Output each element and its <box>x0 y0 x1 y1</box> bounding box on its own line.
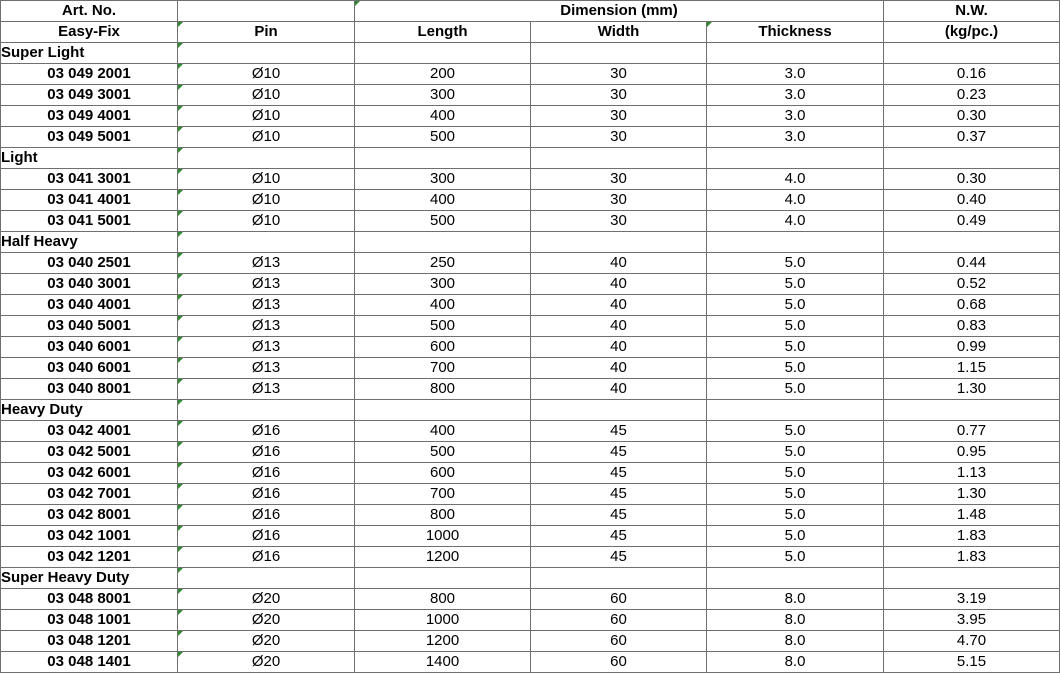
net-weight-cell: 0.30 <box>884 169 1060 190</box>
empty-cell <box>355 568 531 589</box>
width-cell: 40 <box>531 337 707 358</box>
width-cell: 45 <box>531 505 707 526</box>
length-cell: 1000 <box>355 610 531 631</box>
pin-cell: Ø16 <box>178 484 355 505</box>
empty-cell <box>884 400 1060 421</box>
width-cell: 30 <box>531 85 707 106</box>
table-row <box>1 463 1060 484</box>
net-weight-cell: 5.15 <box>884 652 1060 673</box>
category-row <box>1 400 1060 421</box>
width-cell: 30 <box>531 127 707 148</box>
category-label: Heavy Duty <box>1 400 178 421</box>
thickness-cell: 5.0 <box>707 253 884 274</box>
net-weight-cell: 0.99 <box>884 337 1060 358</box>
thickness-cell: 5.0 <box>707 463 884 484</box>
net-weight-cell: 3.19 <box>884 589 1060 610</box>
art-no-cell: 03 048 1401 <box>1 652 178 673</box>
category-row <box>1 148 1060 169</box>
width-cell: 40 <box>531 274 707 295</box>
art-no-cell: 03 040 3001 <box>1 274 178 295</box>
thickness-cell: 8.0 <box>707 652 884 673</box>
net-weight-cell: 0.40 <box>884 190 1060 211</box>
pin-cell: Ø10 <box>178 169 355 190</box>
table-row <box>1 421 1060 442</box>
header-nw: N.W. <box>884 1 1060 22</box>
pin-cell: Ø10 <box>178 85 355 106</box>
art-no-cell: 03 048 8001 <box>1 589 178 610</box>
net-weight-cell: 1.15 <box>884 358 1060 379</box>
art-no-cell: 03 042 1001 <box>1 526 178 547</box>
length-cell: 1000 <box>355 526 531 547</box>
length-cell: 400 <box>355 421 531 442</box>
category-label: Super Heavy Duty <box>1 568 178 589</box>
width-cell: 40 <box>531 316 707 337</box>
width-cell: 40 <box>531 295 707 316</box>
net-weight-cell: 0.49 <box>884 211 1060 232</box>
header-width: Width <box>531 22 707 43</box>
pin-cell: Ø13 <box>178 379 355 400</box>
length-cell: 400 <box>355 295 531 316</box>
table-row <box>1 379 1060 400</box>
art-no-cell: 03 042 7001 <box>1 484 178 505</box>
length-cell: 300 <box>355 169 531 190</box>
header-row-2 <box>1 22 1060 43</box>
empty-cell <box>355 43 531 64</box>
pin-cell: Ø16 <box>178 547 355 568</box>
pin-cell: Ø13 <box>178 295 355 316</box>
length-cell: 400 <box>355 106 531 127</box>
width-cell: 45 <box>531 421 707 442</box>
header-row-1 <box>1 1 1060 22</box>
pin-cell: Ø16 <box>178 421 355 442</box>
art-no-cell: 03 042 8001 <box>1 505 178 526</box>
width-cell: 45 <box>531 463 707 484</box>
length-cell: 700 <box>355 358 531 379</box>
width-cell: 45 <box>531 526 707 547</box>
pin-cell: Ø10 <box>178 106 355 127</box>
length-cell: 500 <box>355 127 531 148</box>
thickness-cell: 5.0 <box>707 442 884 463</box>
empty-cell <box>884 43 1060 64</box>
net-weight-cell: 0.95 <box>884 442 1060 463</box>
net-weight-cell: 4.70 <box>884 631 1060 652</box>
net-weight-cell: 0.83 <box>884 316 1060 337</box>
empty-cell <box>531 232 707 253</box>
pin-cell: Ø10 <box>178 211 355 232</box>
length-cell: 1200 <box>355 547 531 568</box>
art-no-cell: 03 040 6001 <box>1 358 178 379</box>
length-cell: 250 <box>355 253 531 274</box>
table-row <box>1 274 1060 295</box>
length-cell: 800 <box>355 379 531 400</box>
length-cell: 600 <box>355 463 531 484</box>
art-no-cell: 03 049 2001 <box>1 64 178 85</box>
table-row <box>1 631 1060 652</box>
net-weight-cell: 1.83 <box>884 526 1060 547</box>
table-row <box>1 190 1060 211</box>
empty-cell <box>707 400 884 421</box>
pin-cell: Ø16 <box>178 526 355 547</box>
thickness-cell: 5.0 <box>707 379 884 400</box>
category-label: Super Light <box>1 43 178 64</box>
empty-cell <box>707 43 884 64</box>
thickness-cell: 3.0 <box>707 64 884 85</box>
pin-cell: Ø16 <box>178 442 355 463</box>
net-weight-cell: 1.83 <box>884 547 1060 568</box>
art-no-cell: 03 042 6001 <box>1 463 178 484</box>
width-cell: 30 <box>531 211 707 232</box>
empty-cell <box>178 400 355 421</box>
header-pin: Pin <box>178 22 355 43</box>
width-cell: 40 <box>531 379 707 400</box>
thickness-cell: 8.0 <box>707 631 884 652</box>
pin-cell: Ø13 <box>178 358 355 379</box>
header-blank <box>178 1 355 22</box>
pin-cell: Ø20 <box>178 589 355 610</box>
net-weight-cell: 3.95 <box>884 610 1060 631</box>
thickness-cell: 5.0 <box>707 484 884 505</box>
thickness-cell: 3.0 <box>707 127 884 148</box>
table-row <box>1 610 1060 631</box>
width-cell: 40 <box>531 253 707 274</box>
table-row <box>1 316 1060 337</box>
thickness-cell: 4.0 <box>707 169 884 190</box>
thickness-cell: 5.0 <box>707 526 884 547</box>
length-cell: 200 <box>355 64 531 85</box>
table-row <box>1 295 1060 316</box>
pin-cell: Ø16 <box>178 463 355 484</box>
length-cell: 800 <box>355 505 531 526</box>
art-no-cell: 03 048 1001 <box>1 610 178 631</box>
pin-cell: Ø13 <box>178 274 355 295</box>
thickness-cell: 5.0 <box>707 547 884 568</box>
length-cell: 600 <box>355 337 531 358</box>
category-row <box>1 568 1060 589</box>
art-no-cell: 03 040 8001 <box>1 379 178 400</box>
category-row <box>1 43 1060 64</box>
width-cell: 30 <box>531 64 707 85</box>
table-row <box>1 127 1060 148</box>
width-cell: 45 <box>531 484 707 505</box>
thickness-cell: 3.0 <box>707 85 884 106</box>
empty-cell <box>531 43 707 64</box>
net-weight-cell: 0.16 <box>884 64 1060 85</box>
net-weight-cell: 0.68 <box>884 295 1060 316</box>
art-no-cell: 03 048 1201 <box>1 631 178 652</box>
thickness-cell: 4.0 <box>707 211 884 232</box>
table-row <box>1 358 1060 379</box>
pin-cell: Ø13 <box>178 337 355 358</box>
net-weight-cell: 0.77 <box>884 421 1060 442</box>
table-row <box>1 505 1060 526</box>
net-weight-cell: 0.37 <box>884 127 1060 148</box>
header-nw-unit: (kg/pc.) <box>884 22 1060 43</box>
width-cell: 60 <box>531 610 707 631</box>
art-no-cell: 03 049 4001 <box>1 106 178 127</box>
length-cell: 1200 <box>355 631 531 652</box>
table-row <box>1 106 1060 127</box>
empty-cell <box>355 232 531 253</box>
header-length: Length <box>355 22 531 43</box>
pin-cell: Ø13 <box>178 253 355 274</box>
width-cell: 60 <box>531 631 707 652</box>
category-row <box>1 232 1060 253</box>
net-weight-cell: 1.30 <box>884 379 1060 400</box>
net-weight-cell: 1.30 <box>884 484 1060 505</box>
width-cell: 30 <box>531 169 707 190</box>
table-row <box>1 169 1060 190</box>
thickness-cell: 5.0 <box>707 421 884 442</box>
art-no-cell: 03 041 3001 <box>1 169 178 190</box>
thickness-cell: 8.0 <box>707 610 884 631</box>
table-row <box>1 337 1060 358</box>
art-no-cell: 03 040 5001 <box>1 316 178 337</box>
table-row <box>1 85 1060 106</box>
length-cell: 800 <box>355 589 531 610</box>
table-row <box>1 589 1060 610</box>
length-cell: 500 <box>355 211 531 232</box>
art-no-cell: 03 049 3001 <box>1 85 178 106</box>
empty-cell <box>531 568 707 589</box>
net-weight-cell: 1.13 <box>884 463 1060 484</box>
art-no-cell: 03 040 6001 <box>1 337 178 358</box>
pin-cell: Ø20 <box>178 631 355 652</box>
art-no-cell: 03 042 4001 <box>1 421 178 442</box>
table-row <box>1 253 1060 274</box>
thickness-cell: 5.0 <box>707 274 884 295</box>
empty-cell <box>707 148 884 169</box>
table-row <box>1 652 1060 673</box>
empty-cell <box>884 568 1060 589</box>
thickness-cell: 5.0 <box>707 337 884 358</box>
table-row <box>1 547 1060 568</box>
empty-cell <box>884 148 1060 169</box>
thickness-cell: 5.0 <box>707 316 884 337</box>
width-cell: 60 <box>531 589 707 610</box>
art-no-cell: 03 041 5001 <box>1 211 178 232</box>
pin-cell: Ø10 <box>178 190 355 211</box>
length-cell: 300 <box>355 85 531 106</box>
empty-cell <box>178 148 355 169</box>
header-art-no: Art. No. <box>1 1 178 22</box>
art-no-cell: 03 042 1201 <box>1 547 178 568</box>
length-cell: 300 <box>355 274 531 295</box>
width-cell: 30 <box>531 106 707 127</box>
pin-cell: Ø13 <box>178 316 355 337</box>
empty-cell <box>707 568 884 589</box>
net-weight-cell: 1.48 <box>884 505 1060 526</box>
header-easy-fix: Easy-Fix <box>1 22 178 43</box>
thickness-cell: 5.0 <box>707 358 884 379</box>
net-weight-cell: 0.52 <box>884 274 1060 295</box>
table-row <box>1 64 1060 85</box>
header-thickness: Thickness <box>707 22 884 43</box>
empty-cell <box>178 232 355 253</box>
pin-cell: Ø20 <box>178 652 355 673</box>
thickness-cell: 5.0 <box>707 505 884 526</box>
category-label: Light <box>1 148 178 169</box>
thickness-cell: 4.0 <box>707 190 884 211</box>
art-no-cell: 03 049 5001 <box>1 127 178 148</box>
width-cell: 40 <box>531 358 707 379</box>
thickness-cell: 5.0 <box>707 295 884 316</box>
net-weight-cell: 0.23 <box>884 85 1060 106</box>
empty-cell <box>355 148 531 169</box>
art-no-cell: 03 040 4001 <box>1 295 178 316</box>
empty-cell <box>884 232 1060 253</box>
empty-cell <box>178 568 355 589</box>
pin-cell: Ø10 <box>178 127 355 148</box>
empty-cell <box>531 400 707 421</box>
empty-cell <box>531 148 707 169</box>
length-cell: 400 <box>355 190 531 211</box>
length-cell: 1400 <box>355 652 531 673</box>
art-no-cell: 03 042 5001 <box>1 442 178 463</box>
empty-cell <box>178 43 355 64</box>
category-label: Half Heavy <box>1 232 178 253</box>
length-cell: 500 <box>355 442 531 463</box>
empty-cell <box>355 400 531 421</box>
table-row <box>1 526 1060 547</box>
width-cell: 30 <box>531 190 707 211</box>
width-cell: 60 <box>531 652 707 673</box>
pin-cell: Ø10 <box>178 64 355 85</box>
length-cell: 500 <box>355 316 531 337</box>
length-cell: 700 <box>355 484 531 505</box>
net-weight-cell: 0.30 <box>884 106 1060 127</box>
thickness-cell: 3.0 <box>707 106 884 127</box>
table-row <box>1 442 1060 463</box>
width-cell: 45 <box>531 547 707 568</box>
net-weight-cell: 0.44 <box>884 253 1060 274</box>
art-no-cell: 03 041 4001 <box>1 190 178 211</box>
width-cell: 45 <box>531 442 707 463</box>
table-row <box>1 211 1060 232</box>
table-row <box>1 484 1060 505</box>
thickness-cell: 8.0 <box>707 589 884 610</box>
pin-cell: Ø16 <box>178 505 355 526</box>
header-dimension: Dimension (mm) <box>355 1 884 22</box>
art-no-cell: 03 040 2501 <box>1 253 178 274</box>
table-body <box>1 43 1060 673</box>
empty-cell <box>707 232 884 253</box>
pin-cell: Ø20 <box>178 610 355 631</box>
